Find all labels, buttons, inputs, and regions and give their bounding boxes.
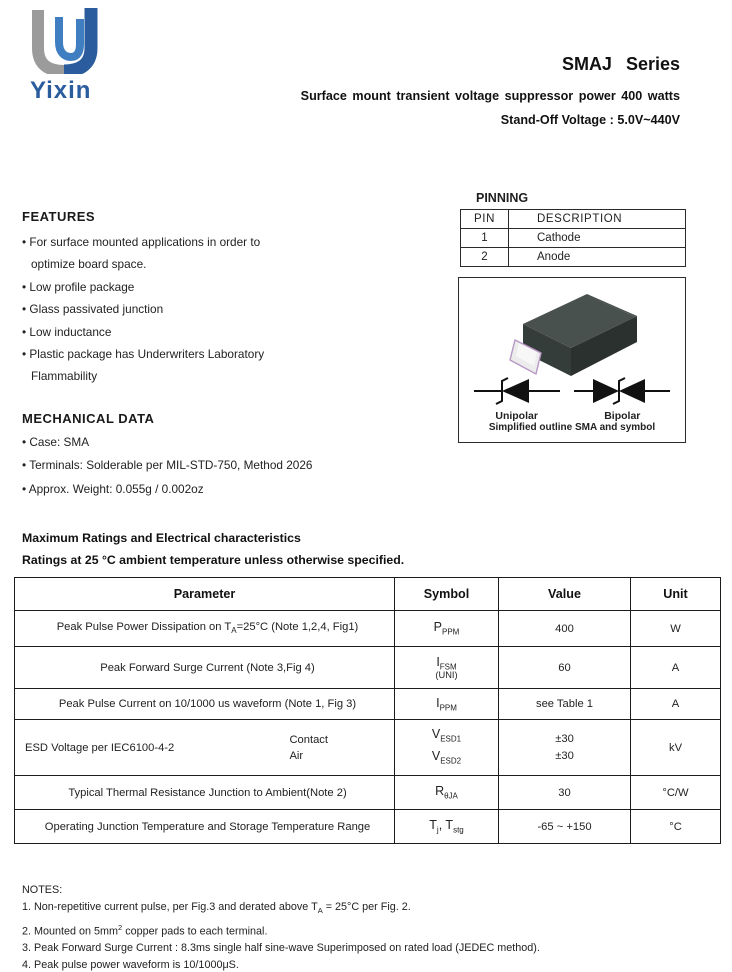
mechanical-line: • Approx. Weight: 0.055g / 0.002oz [22,481,204,496]
value-col-header: Value [499,578,631,611]
ratings-header-row [15,578,721,611]
pin-description: Anode [509,248,686,267]
mechanical-data-section [22,411,462,501]
company-logo [28,8,138,105]
page-subtitle: Surface mount transient voltage suppressor power 400 watts [300,89,680,103]
table-row [15,810,721,844]
unit-cell: °C [631,810,721,844]
value-cell: 400 [499,611,631,647]
table-row [461,229,686,248]
value-cell: ±30 ±30 [499,720,631,776]
symbol-cell: $I_{FSM}$ (UNI) [395,647,499,689]
unit-col-header: Unit [631,578,721,611]
ratings-heading [22,527,404,571]
ratings-title: Maximum Ratings and Electrical characteristics [22,531,301,545]
unipolar-diode-icon [474,374,560,408]
feature-line: • Glass passivated junction [22,302,164,317]
pin-col-header: PIN [461,210,509,229]
features-section [22,209,452,388]
value-cell: see Table 1 [499,689,631,720]
symbol-cell: $V_{ESD1}$ $V_{ESD2}$ [395,720,499,776]
parameter-cell: Typical Thermal Resistance Junction to Ambient(Note 2) [15,776,395,810]
unit-cell: kV [631,720,721,776]
symbol-cell: $I_{PPM}$ [395,689,499,720]
pin-number: 2 [461,248,509,267]
parameter-cell: ESD Voltage per IEC6100-4-2 Contact Air [15,720,395,776]
package-outline-box [458,277,686,443]
feature-line: • Low inductance [22,324,112,339]
features-heading: FEATURES [22,209,96,224]
logo-text: Yixin [30,77,92,104]
note-line: 2. Mounted on $5mm^2$ copper pads to each terminal. [22,922,268,938]
mechanical-line: • Terminals: Solderable per MIL-STD-750, Method 2026 [22,458,313,473]
diode-symbols [459,374,685,422]
feature-line: • Plastic package has Underwriters Laboratory [22,347,265,362]
header [301,54,680,127]
parameter-cell: Peak Pulse Power Dissipation on $T_A=25^\circ C$ (Note 1,2,4, Fig1) [15,611,395,647]
notes-heading: NOTES: [22,884,63,896]
feature-line: Flammability [31,369,98,384]
logo-u-icon [28,8,108,74]
unit-cell: A [631,689,721,720]
note-line: 4. Peak pulse power waveform is 10/1000μS. [22,958,239,971]
value-cell: 60 [499,647,631,689]
feature-line: • For surface mounted applications in order to [22,235,261,249]
unipolar-symbol [474,374,560,422]
note-line: 3. Peak Forward Surge Current : 8.3ms single half sine-wave Superimposed on rated load (JEDEC method). [22,942,540,955]
esd-contact-label: Contact [289,733,328,746]
value-cell: -65 ~ +150 [499,810,631,844]
unit-cell: W [631,611,721,647]
bipolar-diode-icon [574,374,670,408]
sma-package-image [489,286,657,383]
unit-cell: °C/W [631,776,721,810]
outline-caption: Simplified outline SMA and symbol [488,422,656,433]
unipolar-label: Unipolar [495,410,538,422]
table-row [461,248,686,267]
notes-section [22,882,540,972]
pin-number: 1 [461,229,509,248]
parameter-cell: Peak Forward Surge Current (Note 3,Fig 4) [15,647,395,689]
ratings-subtitle: Ratings at 25 °C ambient temperature unless otherwise specified. [22,553,405,567]
parameter-col-header: Parameter [15,578,395,611]
esd-air-label: Air [289,749,304,762]
mechanical-line: • Case: SMA [22,435,90,449]
bipolar-symbol [574,374,670,422]
table-row [15,647,721,689]
feature-line: • Low profile package [22,279,135,294]
bipolar-label: Bipolar [604,410,641,422]
table-row [15,611,721,647]
table-row [15,689,721,720]
value-cell: 30 [499,776,631,810]
table-row [15,720,721,776]
symbol-cell: $T_j$, $T_{stg}$ [395,810,499,844]
pin-description: Cathode [509,229,686,248]
pinning-table [460,209,686,267]
parameter-cell: Peak Pulse Current on 10/1000 us waveform (Note 1, Fig 3) [15,689,395,720]
note-line: 1. Non-repetitive current pulse, per Fig.3 and derated above $T_A = 25^\circ C$ per Fig. 2. [22,900,411,915]
symbol-cell: $P_{PPM}$ [395,611,499,647]
symbol-cell: $R_{\theta JA}$ [395,776,499,810]
symbol-col-header: Symbol [395,578,499,611]
description-col-header: DESCRIPTION [509,210,686,229]
parameter-cell: Operating Junction Temperature and Storage Temperature Range [15,810,395,844]
feature-line: optimize board space. [31,257,147,272]
unit-cell: A [631,647,721,689]
page-title: SMAJ Series [561,54,680,74]
sma-package-icon [489,286,657,378]
table-row [15,776,721,810]
pinning-heading: PINNING [476,191,529,205]
pinning-header-row [461,210,686,229]
standoff-voltage: Stand-Off Voltage : 5.0V~440V [500,113,680,127]
ratings-table [14,577,721,844]
mechanical-heading: MECHANICAL DATA [22,411,155,426]
